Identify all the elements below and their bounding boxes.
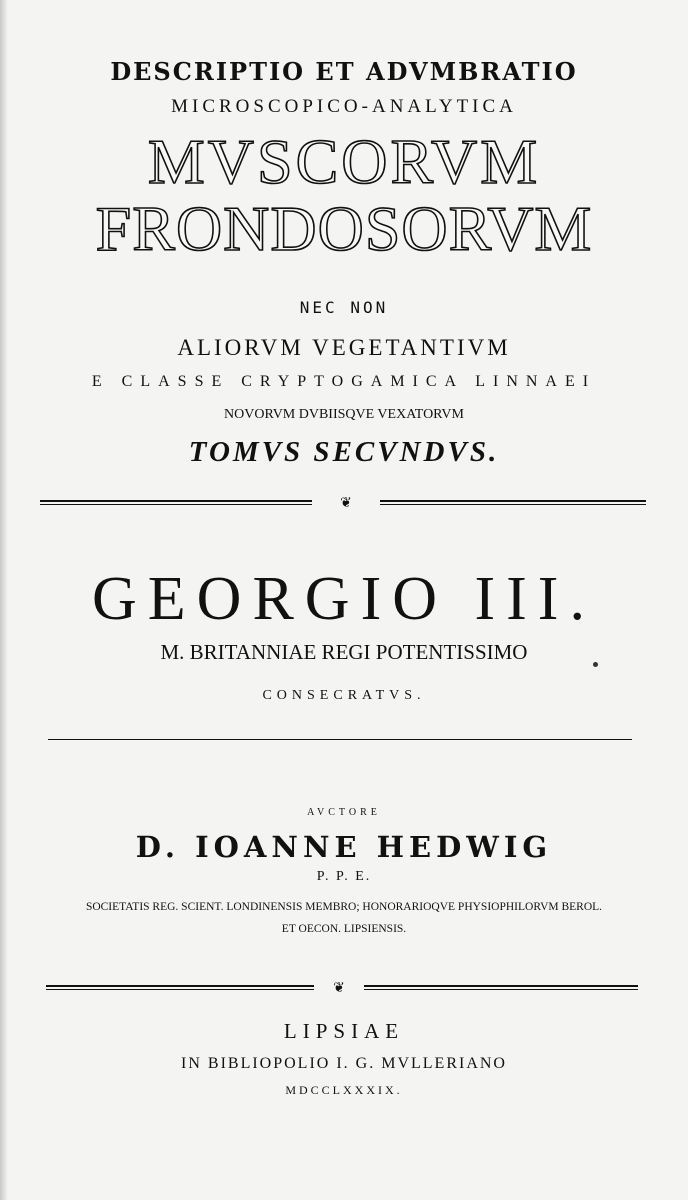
imprint-publisher: IN BIBLIOPOLIO I. G. MVLLERIANO bbox=[181, 1055, 507, 1072]
nec-non-line: NEC NON bbox=[299, 298, 389, 317]
thin-rule bbox=[48, 739, 632, 740]
author-name: D. IOANNE HEDWIG bbox=[135, 830, 553, 864]
heading-line-2: MICROSCOPICO-ANALYTICA bbox=[171, 96, 517, 117]
ink-speck bbox=[593, 662, 598, 667]
novorum-line: NOVORVM DVBIISQVE VEXATORVM bbox=[224, 407, 464, 422]
heading-line-1: DESCRIPTIO ET ADVMBRATIO bbox=[110, 57, 578, 86]
consecratus-line: CONSECRATVS. bbox=[262, 688, 426, 703]
rule-ornament-top: ❦ bbox=[312, 496, 380, 510]
rule-ornament-bottom: ❦ bbox=[314, 981, 364, 995]
main-title-1: MVSCORVM bbox=[147, 126, 541, 197]
aliorum-line: ALIORVM VEGETANTIVM bbox=[177, 335, 511, 360]
main-title-2: FRONDOSORVM bbox=[95, 193, 593, 264]
imprint-city: LIPSIAE bbox=[283, 1019, 405, 1043]
tomus-line: TOMVS SECVNDVS. bbox=[188, 436, 500, 468]
author-degree: P. P. E. bbox=[316, 869, 372, 884]
societies-line-2: ET OECON. LIPSIENSIS. bbox=[281, 923, 407, 935]
dedication-name: GEORGIO III. bbox=[92, 565, 596, 633]
societies-line-1: SOCIETATIS REG. SCIENT. LONDINENSIS MEMBRO; HONORARIOQVE PHYSIOPHILORVM BEROL. bbox=[85, 901, 603, 913]
classe-line: E CLASSE CRYPTOGAMICA LINNAEI bbox=[91, 373, 597, 390]
imprint-year: MDCCLXXXIX. bbox=[285, 1083, 403, 1097]
dedication-line: M. BRITANNIAE REGI POTENTISSIMO bbox=[160, 640, 528, 664]
auctore-label: AVCTORE bbox=[307, 807, 381, 818]
